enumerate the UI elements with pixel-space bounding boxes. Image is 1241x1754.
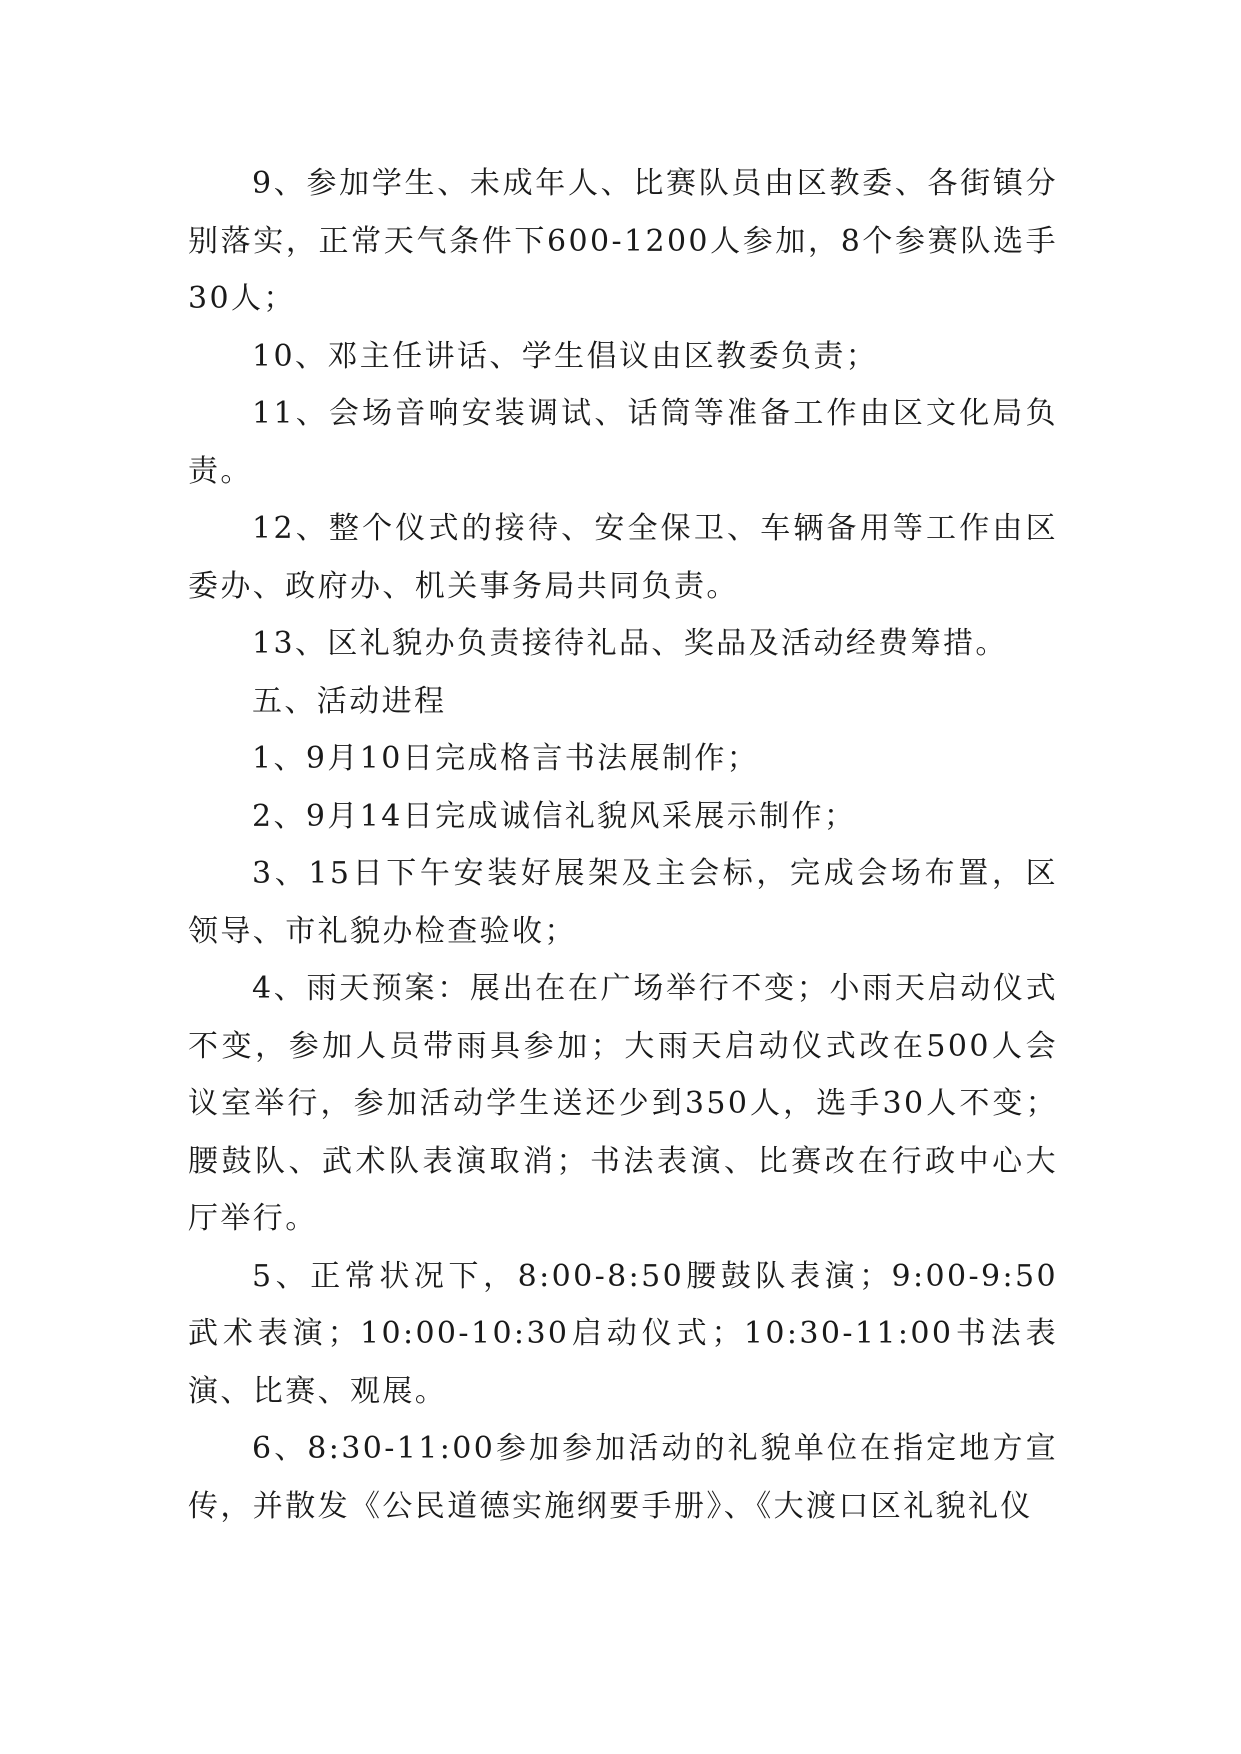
paragraph-item-13: 13、区礼貌办负责接待礼品、奖品及活动经费筹措。 <box>252 626 1008 661</box>
document-body <box>188 155 1058 1535</box>
paragraph-item-12: 12、整个仪式的接待、安全保卫、车辆备用等工作由区委办、政府办、机关事务局共同负责。 <box>188 511 1058 604</box>
progress-item-4-rain-plan: 4、雨天预案：展出在在广场举行不变；小雨天启动仪式不变，参加人员带雨具参加；大雨天启动仪式改在500人会议室举行，参加活动学生送还少到350人，选手30人不变；腰鼓队、武术队表演取消；书法表演、比赛改在行政中心大厅举行。 <box>188 971 1058 1236</box>
progress-item-1: 1、9月10日完成格言书法展制作； <box>252 741 760 776</box>
progress-item-3: 3、15日下午安装好展架及主会标，完成会场布置，区领导、市礼貌办检查验收； <box>188 856 1058 949</box>
progress-item-6-promotion: 6、8:30-11:00参加参加活动的礼貌单位在指定地方宣传，并散发《公民道德实施纲要手册》、《大渡口区礼貌礼仪 <box>188 1431 1058 1524</box>
progress-item-2: 2、9月14日完成诚信礼貌风采展示制作； <box>252 798 857 834</box>
paragraph-item-10: 10、邓主任讲话、学生倡议由区教委负责； <box>252 338 879 374</box>
paragraph-item-11: 11、会场音响安装调试、话筒等准备工作由区文化局负责。 <box>188 396 1058 489</box>
section-heading-activity-progress: 五、活动进程 <box>252 683 447 719</box>
paragraph-item-9: 9、参加学生、未成年人、比赛队员由区教委、各街镇分别落实，正常天气条件下600-1200人参加，8个参赛队选手30人； <box>188 166 1058 316</box>
progress-item-5-schedule: 5、正常状况下，8:00-8:50腰鼓队表演；9:00-9:50武术表演；10:00-10:30启动仪式；10:30-11:00书法表演、比赛、观展。 <box>188 1258 1058 1409</box>
